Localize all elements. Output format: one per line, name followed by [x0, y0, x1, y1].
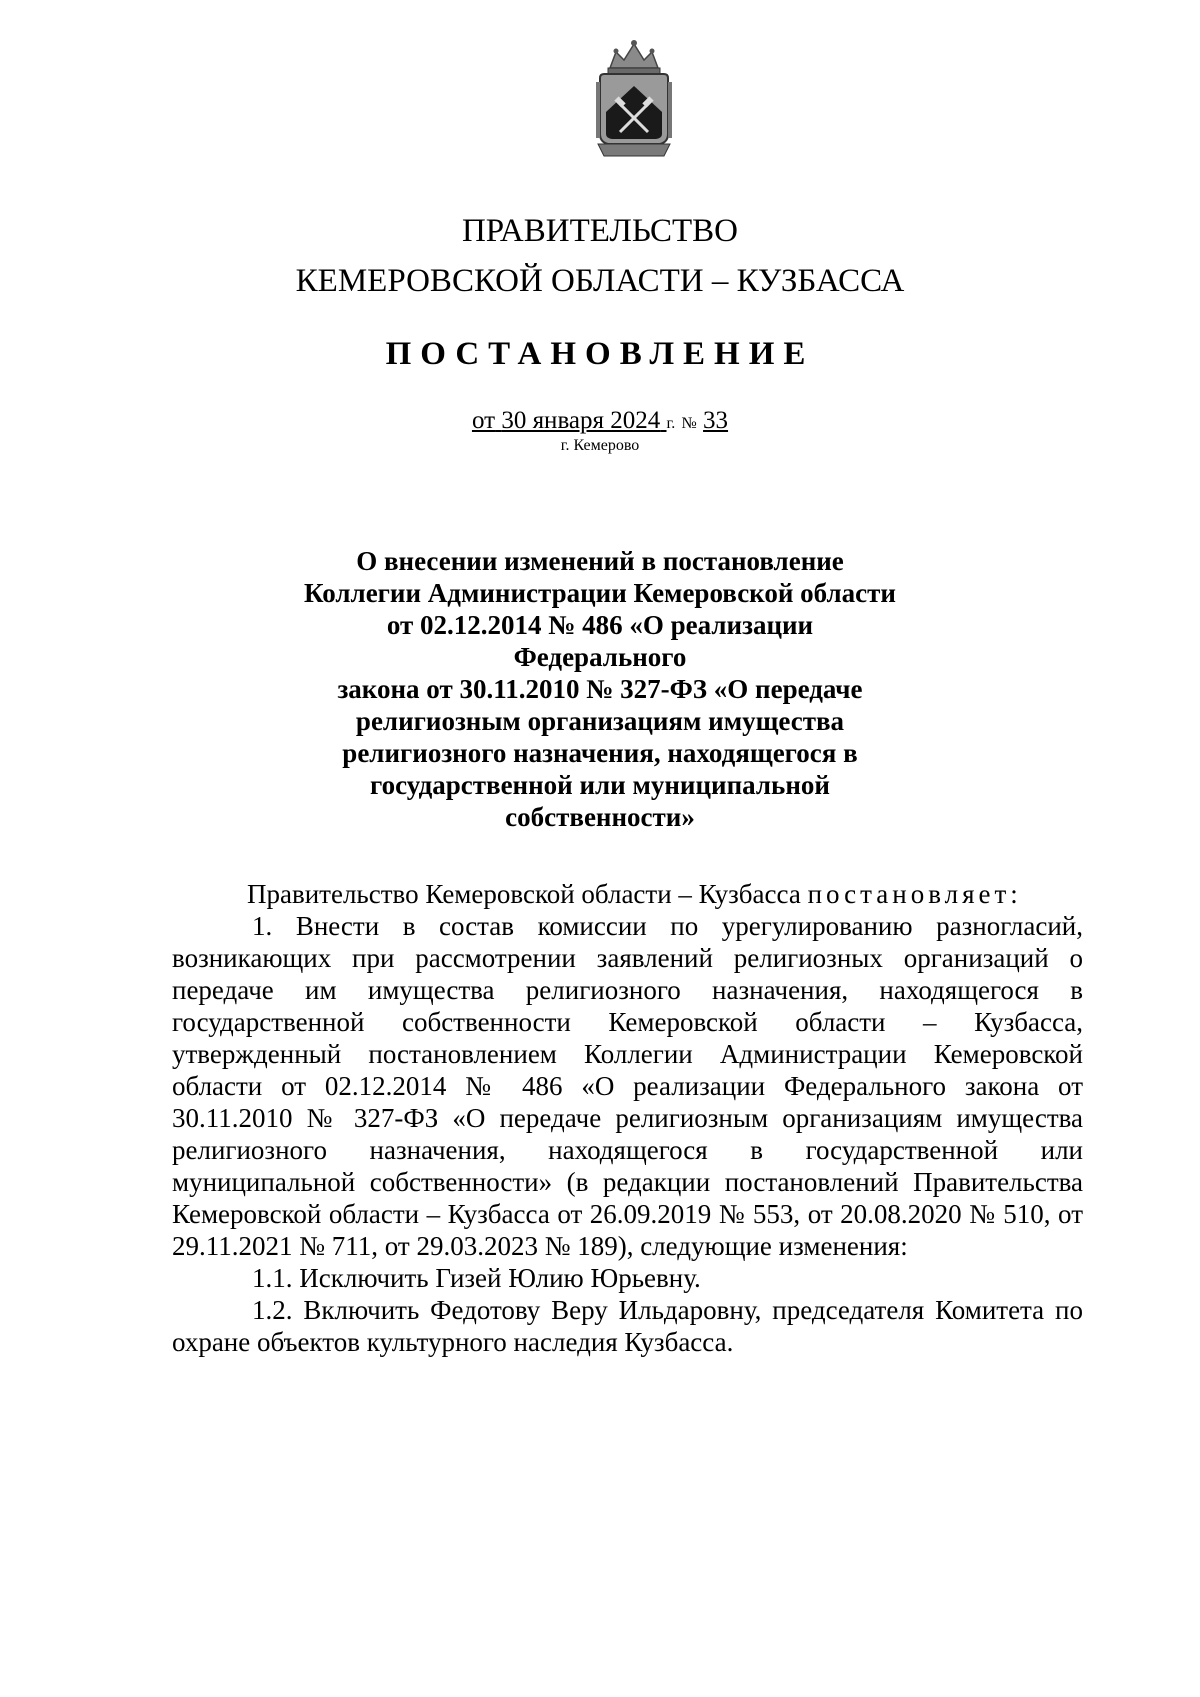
resolution-lead	[172, 878, 1083, 910]
subject-line: О внесении изменений в постановление	[356, 546, 844, 576]
subject-line: собственности»	[505, 802, 695, 832]
subject-line: закона от 30.11.2010 № 327-ФЗ «О передаче	[337, 674, 863, 704]
coat-of-arms-emblem	[586, 38, 682, 160]
subject-line: религиозного назначения, находящегося в	[342, 738, 858, 768]
lead-resolves: постановляет:	[807, 879, 1022, 909]
government-line-1: ПРАВИТЕЛЬСТВО	[461, 213, 739, 249]
number-label: №	[681, 415, 697, 432]
paragraph-1-1: 1.1. Исключить Гизей Юлию Юрьевну.	[252, 1263, 701, 1293]
subject-line: религиозным организациям имущества	[355, 706, 845, 736]
government-line-2: КЕМЕРОВСКОЙ ОБЛАСТИ – КУЗБАССА	[295, 263, 905, 299]
subject-line: от 02.12.2014 № 486 «О реализации Федерального	[386, 610, 814, 672]
city-line: г. Кемерово	[560, 437, 640, 454]
paragraph-1: 1. Внести в состав комиссии по урегулированию разногласий, возникающих при рассмотрении заявлений религиозных организаций о передаче им имущества религиозного назначения, находящегося в государственной собственности Кемеровской области – Кузбасса, утвержденный постановлением Коллегии Администрации Кемеровской области от 02.12.2014 № 486 «О реализации Федерального закона от 30.11.2010 № 327-ФЗ «О передаче религиозным организациям имущества религиозного назначения, находящегося в государственной или муниципальной собственности» (в редакции постановлений Правительства Кемеровской области – Кузбасса от 26.09.2019 № 553, от 20.08.2020 № 510, от 29.11.2021 № 711, от 29.03.2023 № 189), следующие изменения:	[172, 911, 1083, 1261]
government-name	[0, 206, 1200, 306]
lead-text: Правительство Кемеровской области – Кузбасса	[247, 879, 801, 909]
subject-line: Коллегии Администрации Кемеровской области	[304, 578, 896, 608]
date-number-line	[0, 406, 1200, 439]
document-number: 33	[703, 407, 729, 434]
date-suffix: г.	[666, 415, 676, 432]
paragraph-1-2: 1.2. Включить Федотову Веру Ильдаровну, председателя Комитета по охране объектов культурного наследия Кузбасса.	[172, 1295, 1083, 1357]
document-subject	[300, 545, 900, 833]
subject-line: государственной или муниципальной	[370, 770, 830, 800]
document-type-title: ПОСТАНОВЛЕНИЕ	[385, 336, 815, 372]
document-date: 30 января 2024	[501, 407, 661, 434]
date-prefix: от	[471, 407, 496, 434]
document-body	[172, 878, 1083, 1358]
